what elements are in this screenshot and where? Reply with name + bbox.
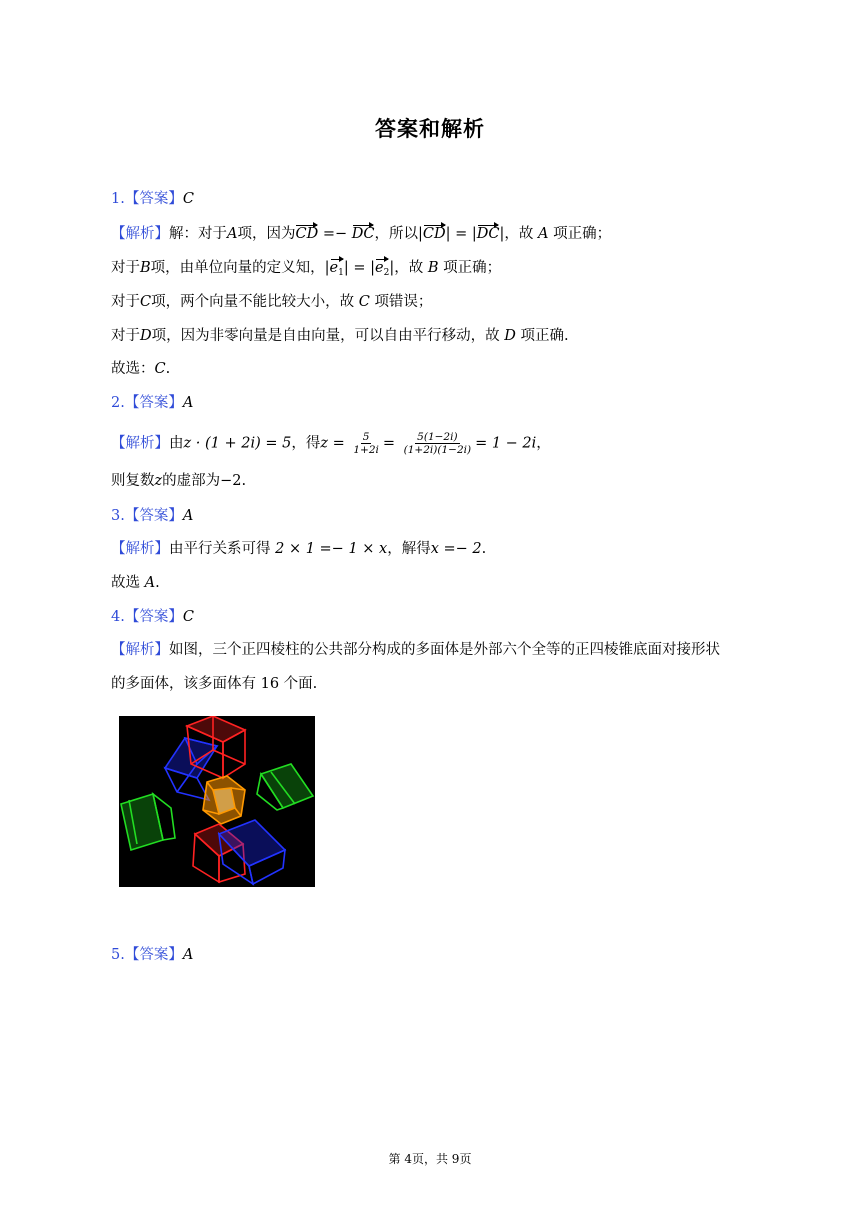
blue-cube-bottom (219, 820, 285, 884)
q2-text: 则复数 (111, 473, 155, 489)
q4-text: 的多面体，该多面体有 (111, 676, 256, 692)
q1-text: 项正确； (553, 226, 612, 242)
q1-answer: C (182, 191, 194, 207)
q1-analysis-tag: 【解析】 (111, 226, 169, 242)
q3-text: A (144, 575, 156, 591)
q3-text: 由平行关系可得 (169, 541, 271, 557)
q3-answer: A (182, 508, 194, 524)
q4-number: 4. (111, 609, 125, 625)
q1-text: ，故 (394, 260, 424, 276)
q4-answer: C (182, 609, 194, 625)
q3-analysis-tag: 【解析】 (111, 541, 169, 557)
q1-analysis-line-4 (111, 326, 569, 346)
q2-analysis-line-2 (111, 471, 246, 491)
q1-text: 对于 (111, 328, 140, 344)
q1-text: 项，因为 (237, 226, 296, 242)
vector-e2: $e_2$ (375, 258, 389, 283)
q4-text: 个面. (283, 676, 318, 692)
q1-text: 项错误； (374, 294, 433, 310)
q2-text: 由 (169, 435, 184, 452)
q2-math: −2 (220, 473, 242, 489)
q1-text: B (140, 260, 151, 276)
fraction (402, 431, 473, 456)
q3-text: . (155, 575, 160, 591)
q5-answer-tag: 【答案】 (124, 947, 183, 963)
math-abs: | = | (445, 226, 477, 242)
q1-text: C (140, 294, 152, 310)
vector-cd: CD (295, 226, 319, 242)
q2-answer-tag: 【答案】 (124, 395, 183, 411)
q1-analysis-line-3 (111, 292, 432, 312)
q1-answer-tag: 【答案】 (124, 191, 183, 207)
polyhedron-figure (119, 716, 315, 887)
q1-text: A (227, 226, 238, 242)
vector-dc: DC (351, 226, 375, 242)
q3-answer-line (111, 506, 193, 526)
math-abs: | (389, 260, 395, 276)
math-abs: | (499, 226, 505, 242)
q3-analysis-line-2 (111, 573, 160, 593)
q1-text: D (140, 328, 152, 344)
fraction-numerator: 5(1−2i) (417, 431, 458, 443)
q1-text: C (154, 361, 166, 377)
fraction (351, 431, 381, 456)
q1-text: 项，由单位向量的定义知， (150, 260, 325, 276)
q2-text: ，得 (291, 435, 321, 452)
q1-text: ，故 (504, 226, 534, 242)
q1-text: 项正确. (520, 328, 569, 344)
q2-math: z · (1 + 2i) = 5 (183, 435, 292, 452)
math-abs: | = | (343, 260, 376, 276)
fraction-denominator: (1+2i)(1−2i) (403, 444, 472, 456)
q1-text: 项正确； (443, 260, 502, 276)
q3-text: . (481, 541, 487, 557)
q1-text: 解：对于 (169, 226, 227, 242)
fraction-denominator: 1+2i (353, 444, 379, 456)
q5-number: 5. (111, 947, 125, 963)
q2-math: = (382, 435, 396, 452)
vector-cd: CD (422, 226, 446, 242)
q1-text: 故选： (111, 361, 155, 377)
q4-answer-tag: 【答案】 (124, 609, 183, 625)
orange-polyhedron (203, 776, 245, 824)
q1-text: 项，因为非零向量是自由向量，可以自由平行移动，故 (151, 328, 500, 344)
q4-analysis-tag: 【解析】 (111, 642, 169, 658)
q2-text: . (241, 473, 247, 489)
polyhedron-illustration (119, 716, 315, 887)
q4-text: 16 (260, 676, 280, 692)
q2-math: z = (320, 435, 345, 452)
q3-number: 3. (111, 508, 125, 524)
math-abs: | (324, 260, 330, 276)
q1-analysis-line-2 (111, 258, 501, 283)
q3-math: 2 × 1 =− 1 × x (275, 541, 388, 557)
vector-e1: $e_1$ (330, 258, 344, 283)
q1-text: 对于 (111, 260, 140, 276)
q2-math: z (154, 473, 163, 489)
q1-text: D (504, 328, 516, 344)
q4-analysis-line-1 (111, 640, 720, 660)
q3-math: x =− 2 (430, 541, 482, 557)
q1-text: A (537, 226, 549, 242)
q4-answer-line (111, 607, 194, 627)
q4-analysis-line-2 (111, 674, 317, 694)
q2-analysis-line-1 (111, 431, 551, 456)
math-op: =− (318, 226, 352, 242)
q2-analysis-tag: 【解析】 (111, 435, 169, 452)
q3-answer-tag: 【答案】 (124, 508, 183, 524)
q1-text: 项，两个向量不能比较大小，故 (151, 294, 355, 310)
vector-dc: DC (476, 226, 500, 242)
q5-answer: A (182, 947, 194, 963)
q1-analysis-line-1 (111, 224, 611, 244)
page-footer: 第 4页，共 9页 (388, 1152, 472, 1166)
q1-text: . (165, 361, 171, 377)
q2-text: ， (536, 435, 551, 452)
q2-text: 的虚部为 (162, 473, 221, 489)
green-cube-left (121, 794, 175, 850)
q2-number: 2. (111, 395, 125, 411)
q2-answer: A (182, 395, 194, 411)
q1-text: ，所以 (374, 226, 418, 242)
math-abs: | (417, 226, 423, 242)
q2-answer-line (111, 393, 193, 413)
page-title: 答案和解析 (375, 116, 485, 141)
q1-text: C (358, 294, 370, 310)
q1-text: 对于 (111, 294, 140, 310)
q3-analysis-line-1 (111, 539, 486, 559)
q3-text: 故选 (111, 575, 140, 591)
q5-answer-line (111, 945, 193, 965)
q1-analysis-line-5 (111, 359, 170, 379)
q2-math: = 1 − 2i (475, 435, 537, 452)
fraction-numerator: 5 (362, 431, 370, 443)
q1-text: B (427, 260, 439, 276)
q4-text: 如图，三个正四棱柱的公共部分构成的多面体是外部六个全等的正四棱锥底面对接形状 (169, 642, 720, 658)
q3-text: ，解得 (387, 541, 431, 557)
green-cube-right (257, 764, 313, 810)
q1-answer-line (111, 189, 194, 209)
q1-number: 1. (111, 191, 125, 207)
